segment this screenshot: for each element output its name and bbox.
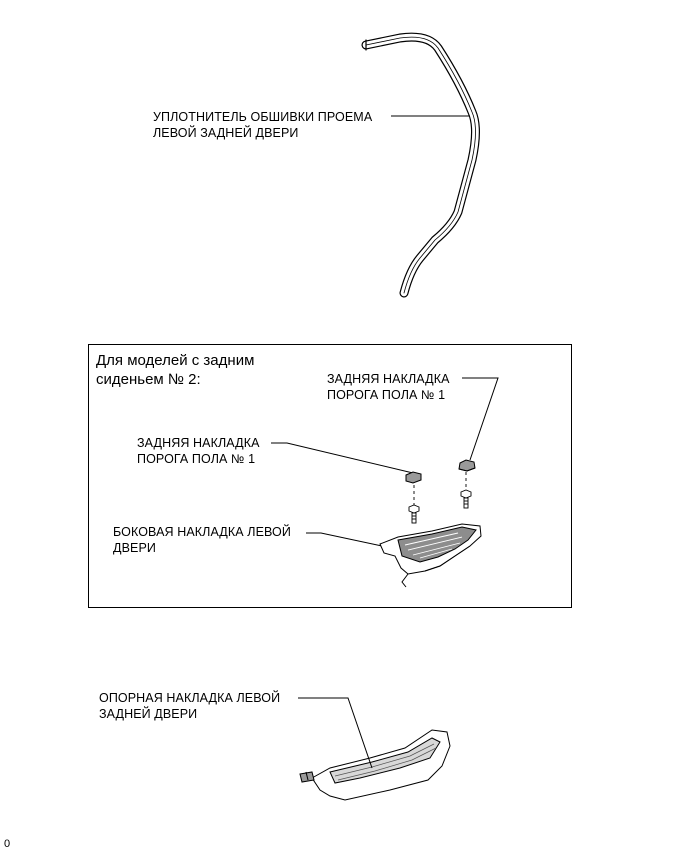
box-note xyxy=(96,351,254,389)
label-rear-plate-left-line2: ПОРОГА ПОЛА № 1 xyxy=(137,452,256,466)
label-rear-plate-left xyxy=(137,435,260,467)
label-weatherstrip-line2: ЛЕВОЙ ЗАДНЕЙ ДВЕРИ xyxy=(153,126,299,140)
label-scuff-plate-line1: ОПОРНАЯ НАКЛАДКА ЛЕВОЙ xyxy=(99,691,281,705)
label-side-plate-line2: ДВЕРИ xyxy=(113,541,156,555)
label-scuff-plate xyxy=(99,690,280,722)
label-scuff-plate-line2: ЗАДНЕЙ ДВЕРИ xyxy=(99,707,198,721)
label-weatherstrip xyxy=(153,109,372,141)
label-side-plate-line1: БОКОВАЯ НАКЛАДКА ЛЕВОЙ xyxy=(113,525,291,539)
label-side-plate xyxy=(113,524,291,556)
rear-door-scuff-plate xyxy=(300,730,450,800)
label-rear-plate-right xyxy=(327,371,450,403)
label-rear-plate-right-line2: ПОРОГА ПОЛА № 1 xyxy=(327,388,446,402)
door-opening-weatherstrip xyxy=(366,37,476,293)
label-rear-plate-right-line1: ЗАДНЯЯ НАКЛАДКА xyxy=(327,372,450,386)
box-note-line2: сиденьем № 2: xyxy=(96,371,201,388)
label-weatherstrip-line1: УПЛОТНИТЕЛЬ ОБШИВКИ ПРОЕМА xyxy=(153,110,373,124)
label-rear-plate-left-line1: ЗАДНЯЯ НАКЛАДКА xyxy=(137,436,260,450)
box-note-line1: Для моделей с задним xyxy=(96,352,255,369)
leader-scuff-plate xyxy=(298,698,372,768)
figure-number: 0 xyxy=(4,838,11,850)
